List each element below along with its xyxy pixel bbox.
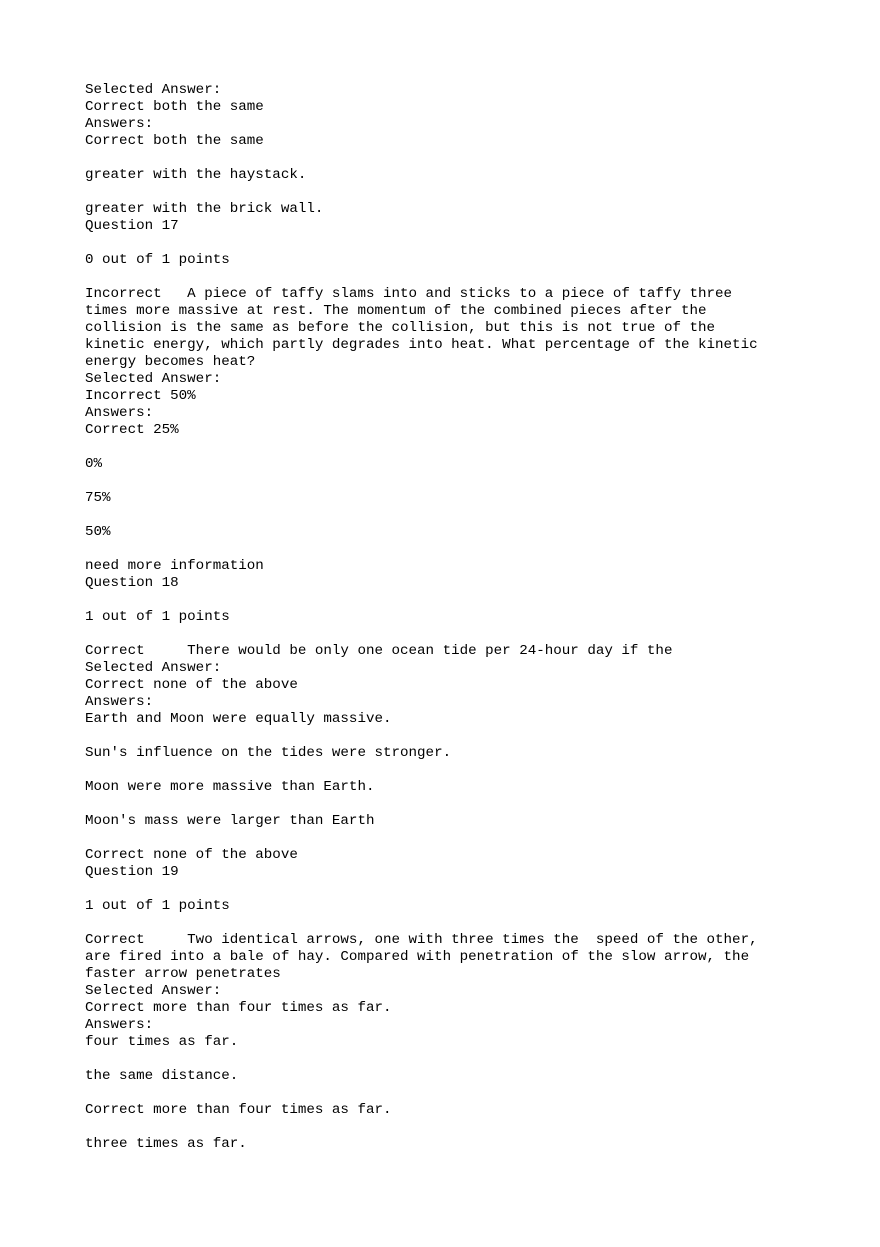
answers-label: Answers: [85,405,154,421]
text-line: the same distance. [85,1068,239,1084]
text-line: Moon's mass were larger than Earth [85,813,375,829]
blank-line [85,1051,865,1068]
points-line: 1 out of 1 points [85,898,230,914]
text-line: four times as far. [85,1034,239,1050]
text-line: times more massive at rest. The momentum of the combined pieces after the [85,303,707,319]
blank-line [85,1085,865,1102]
text-line: collision is the same as before the collision, but this is not true of the [85,320,716,336]
text-line: three times as far. [85,1136,247,1152]
answer-option: Incorrect 50% [85,388,196,404]
blank-line [85,915,865,932]
blank-line [85,796,865,813]
text-line: faster arrow penetrates [85,966,281,982]
selected-answer-label: Selected Answer: [85,82,222,98]
blank-line [85,728,865,745]
question-heading: Question 17 [85,218,179,234]
selected-answer-label: Selected Answer: [85,371,222,387]
answers-label: Answers: [85,1017,154,1033]
blank-line [85,439,865,456]
blank-line [85,235,865,252]
question-heading: Question 18 [85,575,179,591]
blank-line [85,762,865,779]
points-line: 0 out of 1 points [85,252,230,268]
blank-line [85,269,865,286]
text-line: Earth and Moon were equally massive. [85,711,392,727]
answer-option: Correct 25% [85,422,179,438]
blank-line [85,473,865,490]
blank-line [85,881,865,898]
blank-line [85,1119,865,1136]
text-line: kinetic energy, which partly degrades into heat. What percentage of the kinetic [85,337,758,353]
points-line: 1 out of 1 points [85,609,230,625]
blank-line [85,150,865,167]
answers-label: Answers: [85,116,154,132]
text-line: Sun's influence on the tides were stronger. [85,745,452,761]
text-line: need more information [85,558,264,574]
answer-option: Correct none of the above [85,847,298,863]
text-line: energy becomes heat? [85,354,256,370]
text-line: greater with the haystack. [85,167,307,183]
question-text: Incorrect A piece of taffy slams into and sticks to a piece of taffy three [85,286,733,302]
text-line: 75% [85,490,111,506]
selected-answer-label: Selected Answer: [85,983,222,999]
answer-option: Correct more than four times as far. [85,1102,392,1118]
answer-option: Correct both the same [85,133,264,149]
question-text: Correct There would be only one ocean tide per 24-hour day if the [85,643,673,659]
answer-option: Correct both the same [85,99,264,115]
blank-line [85,592,865,609]
blank-line [85,507,865,524]
text-line: 0% [85,456,103,472]
answer-option: Correct none of the above [85,677,298,693]
answer-option: Correct more than four times as far. [85,1000,392,1016]
blank-line [85,830,865,847]
blank-line [85,626,865,643]
selected-answer-label: Selected Answer: [85,660,222,676]
question-text: Correct Two identical arrows, one with three times the speed of the other, [85,932,758,948]
text-line: 50% [85,524,111,540]
document-body [85,82,865,1153]
blank-line [85,541,865,558]
text-line: Moon were more massive than Earth. [85,779,375,795]
text-line: are fired into a bale of hay. Compared with penetration of the slow arrow, the [85,949,750,965]
blank-line [85,184,865,201]
text-line: greater with the brick wall. [85,201,324,217]
answers-label: Answers: [85,694,154,710]
question-heading: Question 19 [85,864,179,880]
